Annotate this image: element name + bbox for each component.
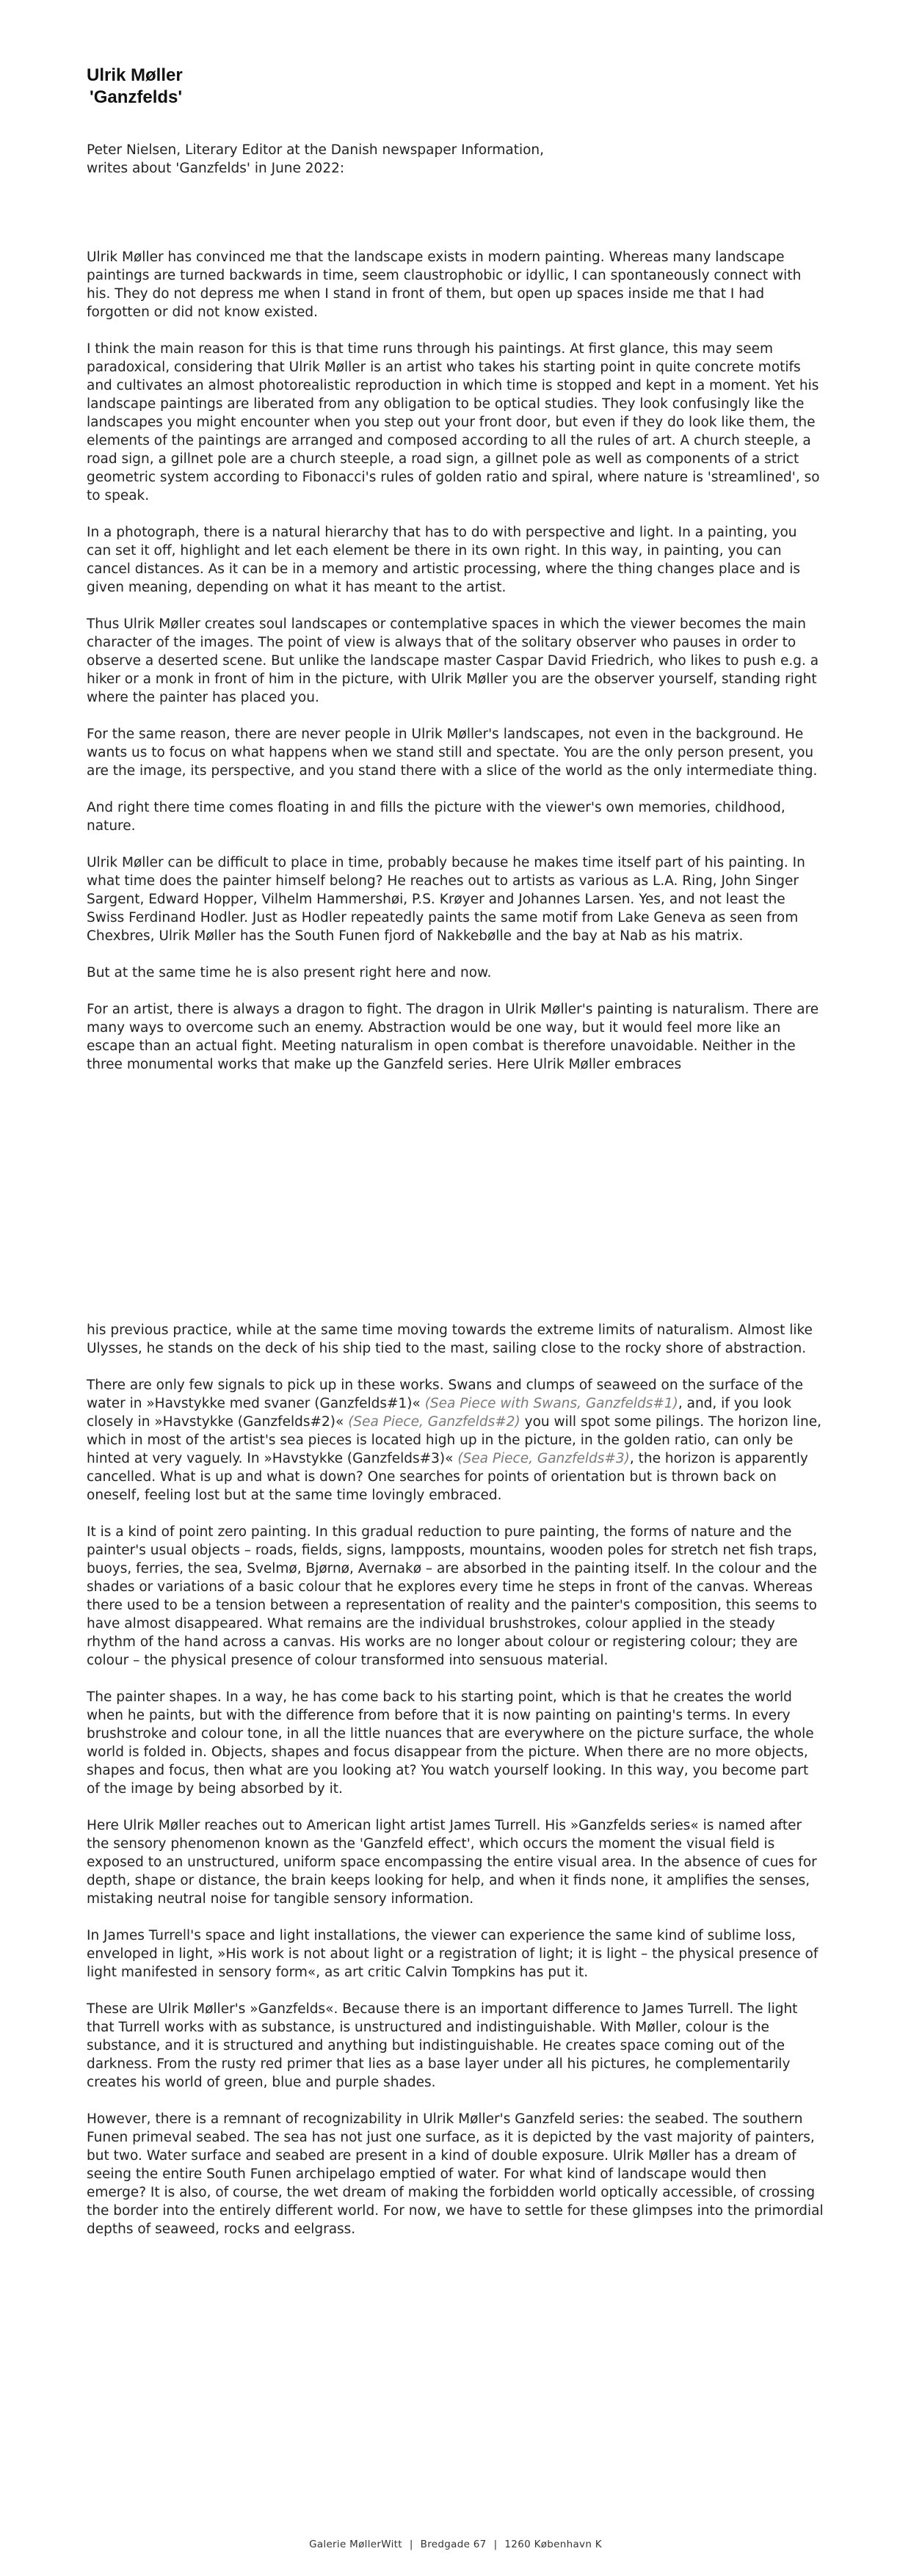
paragraph: his previous practice, while at the same time moving towards the extreme limits of naturalism. Almost like Ulysses, he stands on the deck of his ship tied to the mast, sailing close to the rocky shore of abstraction.	[87, 1322, 813, 1356]
series-title-heading: 'Ganzfelds'	[90, 87, 183, 107]
paragraph: For the same reason, there are never people in Ulrik Møller's landscapes, not even in the background. He wants us to focus on what happens when we stand still and spectate. You are the only person present, you are the image, its perspective, and you stand there with a slice of the world as the only intermediate thing.	[87, 727, 818, 779]
paragraph: And right there time comes floating in and fills the picture with the viewer's own memories, childhood, nature.	[87, 800, 785, 834]
artist-name-heading: Ulrik Møller	[87, 65, 183, 85]
paragraph: For an artist, there is always a dragon to fight. The dragon in Ulrik Møller's painting is naturalism. There are many ways to overcome such an enemy. Abstraction would be one way, but it would feel more like an escape than an actual fight. Meeting naturalism in open combat is therefore unavoidable. Neither in the three monumental works that make up the Ganzfeld series. Here Ulrik Møller embraces	[87, 1002, 819, 1072]
paragraph: Here Ulrik Møller reaches out to American light artist James Turrell. His »Ganzfelds series« is named after the sensory phenomenon known as the 'Ganzfeld effect', which occurs the moment the visual field is exposed to an unstructured, uniform space encompassing the entire visual area. In the absence of cues for depth, shape or distance, the brain keeps looking for help, and when it finds none, it amplifies the senses, mistaking neutral noise for tangible sensory information.	[87, 1818, 817, 1907]
text-run: , the horizon is apparently cancelled. What is up and what is down? One searches for points of orientation but is thrown back on oneself, feeling lost but at the same time lovingly embraced.	[87, 1451, 808, 1503]
article-body-part-1	[87, 248, 824, 1074]
footer-separator: |	[493, 2539, 498, 2550]
intro-byline	[87, 141, 824, 178]
footer-gallery-name: Galerie MøllerWitt	[309, 2539, 402, 2550]
footer-city: 1260 København K	[504, 2539, 602, 2550]
paragraph: It is a kind of point zero painting. In this gradual reduction to pure painting, the forms of nature and the painter's usual objects – roads, fields, signs, lampposts, mountains, wooden poles for stretch net fish traps, buoys, ferries, the sea, Svelmø, Bjørnø, Avernakø – are absorbed in the painting itself. In the colour and the shades or variations of a basic colour that he explores every time he steps in front of the canvas. Whereas there used to be a tension between a representation of reality and the painter's composition, this seems to have almost disappeared. What remains are the individual brushstrokes, colour applied in the steady rhythm of the hand across a canvas. His works are no longer about colour or registering colour; they are colour – the physical presence of colour transformed into sensuous material.	[87, 1524, 818, 1668]
intro-line-2: writes about 'Ganzfelds' in June 2022:	[87, 161, 345, 176]
paragraph: But at the same time he is also present right here and now.	[87, 965, 492, 980]
document-top-section	[87, 65, 824, 1092]
paragraph: Thus Ulrik Møller creates soul landscapes or contemplative spaces in which the viewer becomes the main character of the images. The point of view is always that of the solitary observer who pauses in order to observe a deserted scene. But unlike the landscape master Caspar David Friedrich, who likes to push e.g. a hiker or a monk in front of him in the picture, with Ulrik Møller you are the observer yourself, standing right where the painter has placed you.	[87, 616, 819, 705]
footer-separator: |	[409, 2539, 413, 2550]
text-run: , and, if you look closely in »Havstykke (Ganzfelds#2)«	[87, 1396, 792, 1430]
text-run: you will spot some pilings. The horizon line, which in most of the artist's sea pieces is located high up in the picture, in the golden ratio, can only be hinted at very vaguely. In »Havstykke (Ganzfelds#3)«	[87, 1414, 822, 1466]
translated-title: (Sea Piece, Ganzfelds#3)	[457, 1451, 630, 1466]
footer-street: Bredgade 67	[420, 2539, 487, 2550]
paragraph: Ulrik Møller can be difficult to place in time, probably because he makes time itself part of his painting. In what time does the painter himself belong? He reaches out to artists as various as L.A. Ring, John Singer Sargent, Edward Hopper, Vilhelm Hammershøi, P.S. Krøyer and Johannes Larsen. Yes, and not least the Swiss Ferdinand Hodler. Just as Hodler repeatedly paints the same motif from Lake Geneva as seen from Chexbres, Ulrik Møller has the South Funen fjord of Nakkebølle and the bay at Nab as his matrix.	[87, 855, 805, 944]
text-run: There are only few signals to pick up in these works. Swans and clumps of seaweed on the surface of the water in »Havstykke med svaner (Ganzfelds#1)«	[87, 1378, 803, 1411]
intro-line-1: Peter Nielsen, Literary Editor at the Danish newspaper Information,	[87, 142, 545, 158]
paragraph: These are Ulrik Møller's »Ganzfelds«. Because there is an important difference to James Turrell. The light that Turrell works with as substance, is unstructured and indistinguishable. With Møller, colour is the substance, and it is structured and anything but indistinguishable. He creates space coming out of the darkness. From the rusty red primer that lies as a base layer under all his pictures, he complementarily creates his world of green, blue and purple shades.	[87, 2001, 798, 2090]
paragraph: However, there is a remnant of recognizability in Ulrik Møller's Ganzfeld series: the seabed. The southern Funen primeval seabed. The sea has not just one surface, as it is depicted by the vast majority of painters, but two. Water surface and seabed are present in a kind of double exposure. Ulrik Møller has a dream of seeing the entire South Funen archipelago emptied of water. For what kind of landscape would then emerge? It is also, of course, the wet dream of making the forbidden world optically accessible, of crossing the border into the entirely different world. For now, we have to settle for these glimpses into the primordial depths of seaweed, rocks and eelgrass.	[87, 2111, 824, 2237]
page-footer	[0, 2539, 911, 2550]
translated-title: (Sea Piece, Ganzfelds#2)	[348, 1414, 520, 1430]
paragraph: I think the main reason for this is that time runs through his paintings. At first glance, this may seem paradoxical, considering that Ulrik Møller is an artist who takes his starting point in quite concrete motifs and cultivates an almost photorealistic reproduction in which time is stopped and kept in a moment. Yet his landscape paintings are liberated from any obligation to be optical studies. They look confusingly like the landscapes you might encounter when you step out your front door, but even if they do look like them, the elements of the paintings are arranged and composed according to all the rules of art. A church steeple, a road sign, a gillnet pole are a church steeple, a road sign, a gillnet pole as well as components of a strict geometric system according to Fibonacci's rules of golden ratio and spiral, where nature is 'streamlined', so to speak.	[87, 341, 820, 503]
paragraph: The painter shapes. In a way, he has come back to his starting point, which is that he creates the world when he paints, but with the difference from before that it is now painting on painting's terms. In every brushstroke and colour tone, in all the little nuances that are everywhere on the picture surface, the whole world is folded in. Objects, shapes and focus disappear from the picture. When there are no more objects, shapes and focus, then what are you looking at? You watch yourself looking. In this way, you become part of the image by being absorbed by it.	[87, 1689, 814, 1797]
translated-title: (Sea Piece with Swans, Ganzfelds#1)	[424, 1396, 678, 1411]
paragraph: Ulrik Møller has convinced me that the landscape exists in modern painting. Whereas many landscape paintings are turned backwards in time, seem claustrophobic or idyllic, I can spontaneously connect with his. They do not depress me when I stand in front of them, but open up spaces inside me that I had forgotten or did not know existed.	[87, 250, 802, 320]
paragraph: In James Turrell's space and light installations, the viewer can experience the same kind of sublime loss, enveloped in light, »His work is not about light or a registration of light; it is light – the physical presence of light manifested in sensory form«, as art critic Calvin Tompkins has put it.	[87, 1928, 819, 1980]
article-body-part-2	[87, 1321, 824, 2257]
paragraph: In a photograph, there is a natural hierarchy that has to do with perspective and light. In a painting, you can set it off, highlight and let each element be there in its own right. In this way, in painting, you can cancel distances. As it can be in a memory and artistic processing, where the thing changes place and is given meaning, depending on what it has meant to the artist.	[87, 525, 800, 595]
paragraph-with-titles	[87, 1376, 824, 1505]
